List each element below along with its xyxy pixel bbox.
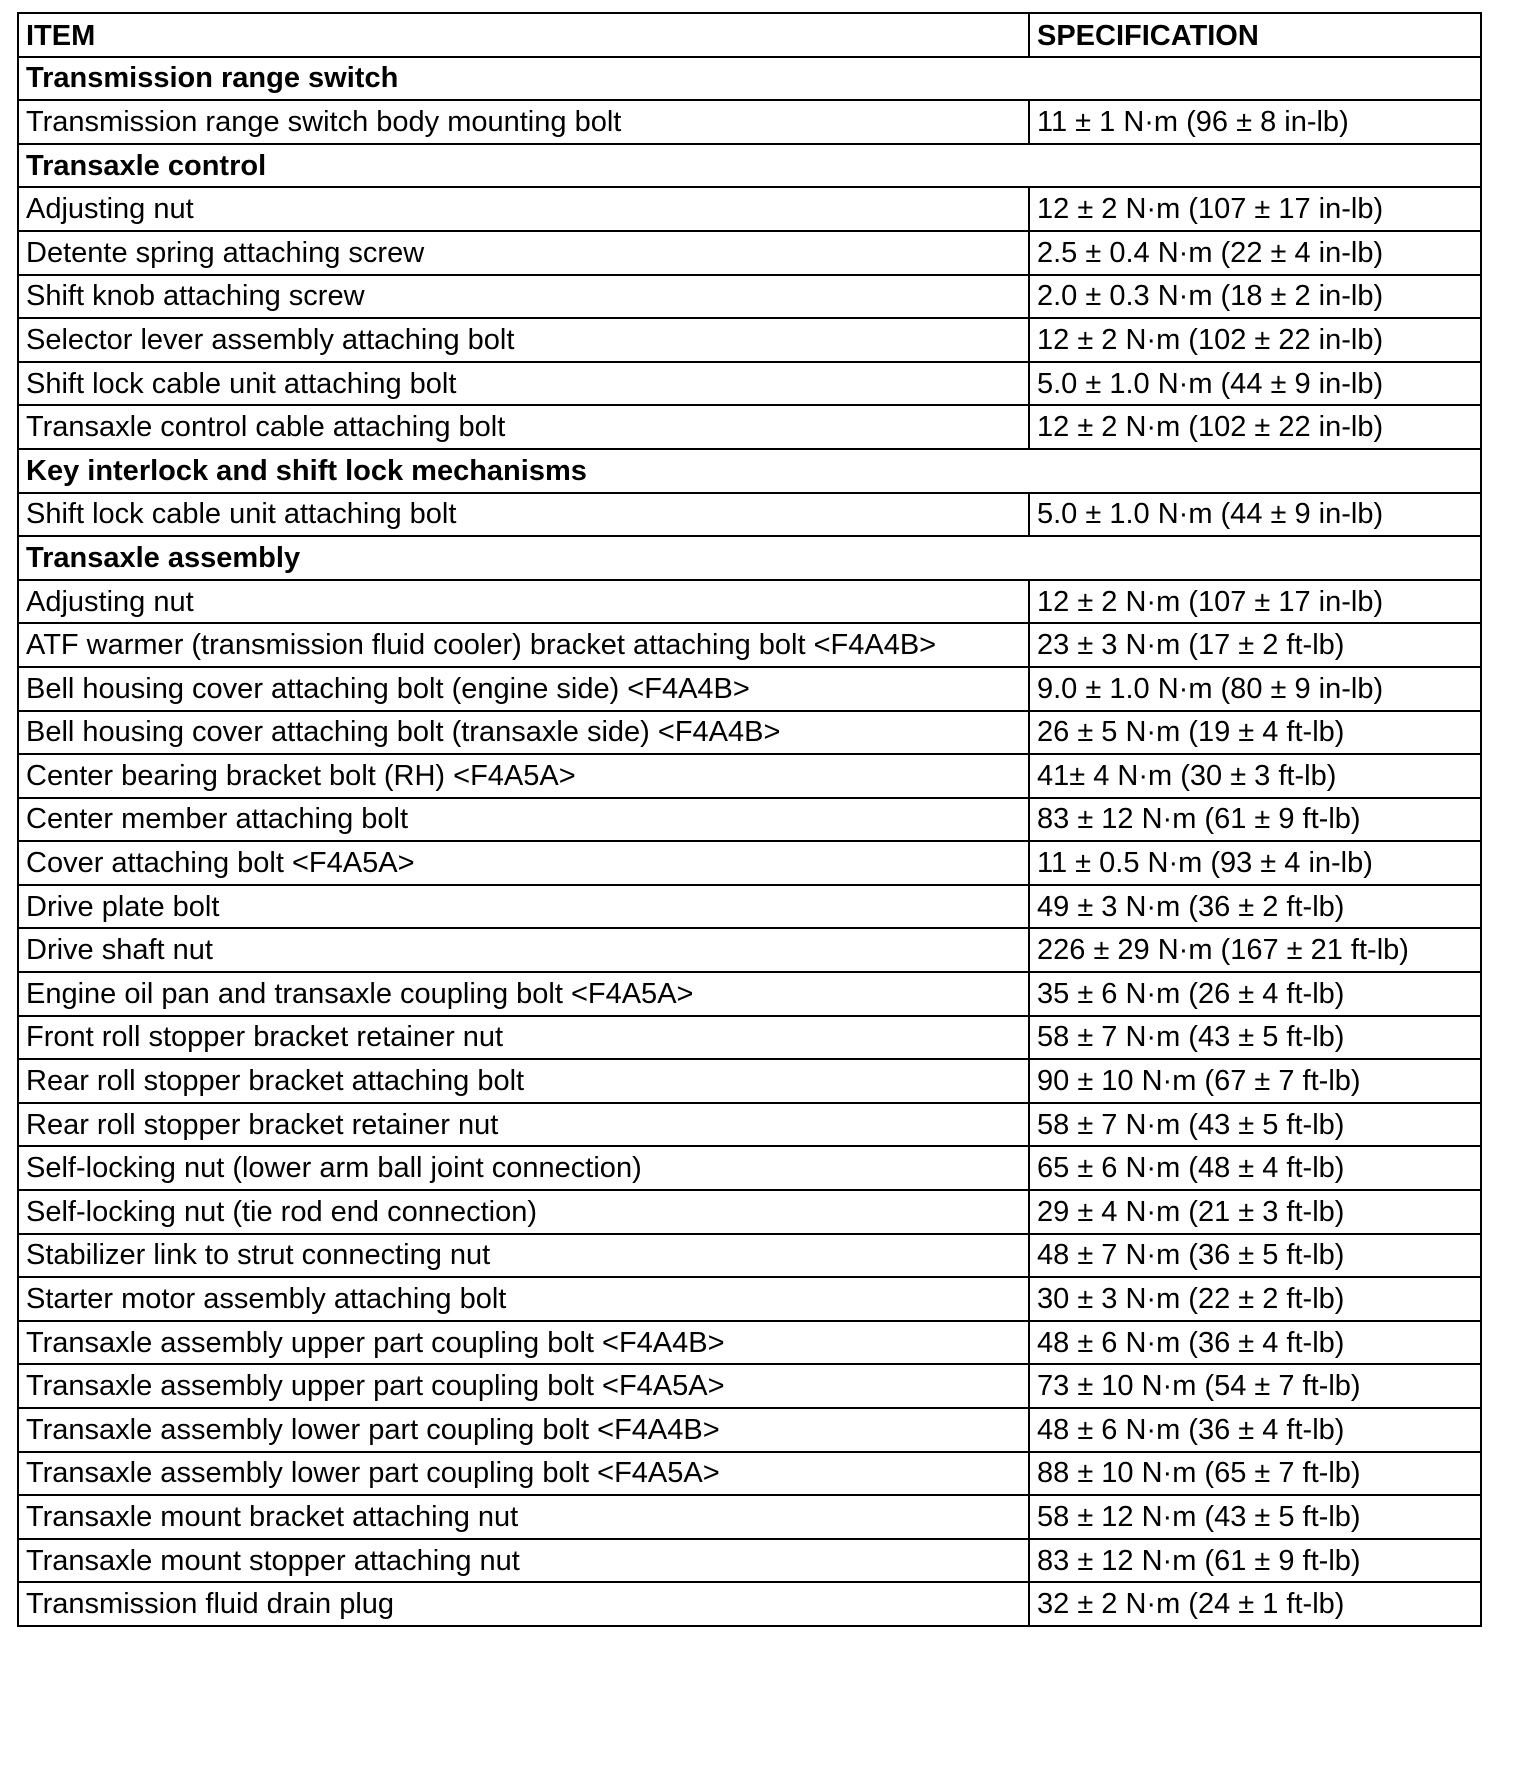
table-row xyxy=(18,405,1481,449)
table-row xyxy=(18,1277,1481,1321)
section-header-row xyxy=(18,449,1481,493)
section-title: Transmission range switch xyxy=(18,57,1481,101)
specification-cell: 35 ± 6 N·m (26 ± 4 ft-lb) xyxy=(1029,972,1481,1016)
specification-cell: 48 ± 6 N·m (36 ± 4 ft-lb) xyxy=(1029,1408,1481,1452)
item-cell: Transmission range switch body mounting bolt xyxy=(18,100,1029,144)
item-cell: Stabilizer link to strut connecting nut xyxy=(18,1234,1029,1278)
item-cell: Adjusting nut xyxy=(18,187,1029,231)
item-cell: Shift knob attaching screw xyxy=(18,275,1029,319)
table-row xyxy=(18,1059,1481,1103)
table-row xyxy=(18,1190,1481,1234)
item-cell: Adjusting nut xyxy=(18,580,1029,624)
torque-spec-table xyxy=(17,12,1482,1627)
section-title: Transaxle control xyxy=(18,144,1481,188)
specification-cell: 73 ± 10 N·m (54 ± 7 ft-lb) xyxy=(1029,1364,1481,1408)
specification-cell: 226 ± 29 N·m (167 ± 21 ft-lb) xyxy=(1029,928,1481,972)
item-cell: Rear roll stopper bracket attaching bolt xyxy=(18,1059,1029,1103)
item-cell: Rear roll stopper bracket retainer nut xyxy=(18,1103,1029,1147)
specification-cell: 83 ± 12 N·m (61 ± 9 ft-lb) xyxy=(1029,1539,1481,1583)
table-row xyxy=(18,1539,1481,1583)
specification-cell: 48 ± 7 N·m (36 ± 5 ft-lb) xyxy=(1029,1234,1481,1278)
section-title: Transaxle assembly xyxy=(18,536,1481,580)
item-cell: Self-locking nut (tie rod end connection) xyxy=(18,1190,1029,1234)
table-row xyxy=(18,231,1481,275)
item-cell: Bell housing cover attaching bolt (transaxle side) <F4A4B> xyxy=(18,711,1029,755)
item-cell: Self-locking nut (lower arm ball joint connection) xyxy=(18,1146,1029,1190)
table-row xyxy=(18,1321,1481,1365)
table-row xyxy=(18,667,1481,711)
table-row xyxy=(18,318,1481,362)
table-row xyxy=(18,623,1481,667)
section-header-row xyxy=(18,57,1481,101)
table-body xyxy=(18,57,1481,1626)
table-row xyxy=(18,1495,1481,1539)
table-row xyxy=(18,1103,1481,1147)
item-cell: Transaxle assembly lower part coupling bolt <F4A4B> xyxy=(18,1408,1029,1452)
specification-cell: 58 ± 7 N·m (43 ± 5 ft-lb) xyxy=(1029,1103,1481,1147)
item-cell: Center bearing bracket bolt (RH) <F4A5A> xyxy=(18,754,1029,798)
table-row xyxy=(18,1146,1481,1190)
table-row xyxy=(18,885,1481,929)
specification-cell: 9.0 ± 1.0 N·m (80 ± 9 in-lb) xyxy=(1029,667,1481,711)
item-cell: Transaxle mount stopper attaching nut xyxy=(18,1539,1029,1583)
item-cell: Detente spring attaching screw xyxy=(18,231,1029,275)
specification-cell: 5.0 ± 1.0 N·m (44 ± 9 in-lb) xyxy=(1029,493,1481,537)
specification-cell: 30 ± 3 N·m (22 ± 2 ft-lb) xyxy=(1029,1277,1481,1321)
specification-cell: 12 ± 2 N·m (107 ± 17 in-lb) xyxy=(1029,187,1481,231)
table-row xyxy=(18,187,1481,231)
table-row xyxy=(18,493,1481,537)
table-header-row xyxy=(18,13,1481,57)
item-cell: Bell housing cover attaching bolt (engine side) <F4A4B> xyxy=(18,667,1029,711)
item-cell: Cover attaching bolt <F4A5A> xyxy=(18,841,1029,885)
table-row xyxy=(18,1234,1481,1278)
specification-cell: 11 ± 1 N·m (96 ± 8 in-lb) xyxy=(1029,100,1481,144)
item-cell: Transaxle control cable attaching bolt xyxy=(18,405,1029,449)
item-cell: Selector lever assembly attaching bolt xyxy=(18,318,1029,362)
item-cell: Drive plate bolt xyxy=(18,885,1029,929)
specification-cell: 11 ± 0.5 N·m (93 ± 4 in-lb) xyxy=(1029,841,1481,885)
specification-cell: 58 ± 12 N·m (43 ± 5 ft-lb) xyxy=(1029,1495,1481,1539)
table-row xyxy=(18,362,1481,406)
specification-cell: 58 ± 7 N·m (43 ± 5 ft-lb) xyxy=(1029,1016,1481,1060)
specification-cell: 5.0 ± 1.0 N·m (44 ± 9 in-lb) xyxy=(1029,362,1481,406)
specification-cell: 2.0 ± 0.3 N·m (18 ± 2 in-lb) xyxy=(1029,275,1481,319)
specification-cell: 41± 4 N·m (30 ± 3 ft-lb) xyxy=(1029,754,1481,798)
table-row xyxy=(18,928,1481,972)
table-row xyxy=(18,275,1481,319)
item-cell: Front roll stopper bracket retainer nut xyxy=(18,1016,1029,1060)
item-cell: Transmission fluid drain plug xyxy=(18,1582,1029,1626)
section-header-row xyxy=(18,536,1481,580)
item-cell: Shift lock cable unit attaching bolt xyxy=(18,493,1029,537)
item-cell: Starter motor assembly attaching bolt xyxy=(18,1277,1029,1321)
specification-cell: 12 ± 2 N·m (102 ± 22 in-lb) xyxy=(1029,405,1481,449)
table-row xyxy=(18,841,1481,885)
specification-cell: 88 ± 10 N·m (65 ± 7 ft-lb) xyxy=(1029,1452,1481,1496)
specification-cell: 49 ± 3 N·m (36 ± 2 ft-lb) xyxy=(1029,885,1481,929)
column-header-specification: SPECIFICATION xyxy=(1029,13,1481,57)
table-row xyxy=(18,711,1481,755)
table-row xyxy=(18,798,1481,842)
item-cell: Transaxle assembly upper part coupling bolt <F4A4B> xyxy=(18,1321,1029,1365)
specification-cell: 26 ± 5 N·m (19 ± 4 ft-lb) xyxy=(1029,711,1481,755)
column-header-item: ITEM xyxy=(18,13,1029,57)
specification-cell: 90 ± 10 N·m (67 ± 7 ft-lb) xyxy=(1029,1059,1481,1103)
specification-cell: 12 ± 2 N·m (107 ± 17 in-lb) xyxy=(1029,580,1481,624)
item-cell: Transaxle mount bracket attaching nut xyxy=(18,1495,1029,1539)
table-row xyxy=(18,1452,1481,1496)
specification-cell: 12 ± 2 N·m (102 ± 22 in-lb) xyxy=(1029,318,1481,362)
table-row xyxy=(18,754,1481,798)
item-cell: Transaxle assembly upper part coupling bolt <F4A5A> xyxy=(18,1364,1029,1408)
specification-cell: 65 ± 6 N·m (48 ± 4 ft-lb) xyxy=(1029,1146,1481,1190)
specification-cell: 29 ± 4 N·m (21 ± 3 ft-lb) xyxy=(1029,1190,1481,1234)
specification-cell: 23 ± 3 N·m (17 ± 2 ft-lb) xyxy=(1029,623,1481,667)
item-cell: Center member attaching bolt xyxy=(18,798,1029,842)
table-row xyxy=(18,100,1481,144)
item-cell: Engine oil pan and transaxle coupling bolt <F4A5A> xyxy=(18,972,1029,1016)
item-cell: Shift lock cable unit attaching bolt xyxy=(18,362,1029,406)
table-row xyxy=(18,1364,1481,1408)
item-cell: ATF warmer (transmission fluid cooler) bracket attaching bolt <F4A4B> xyxy=(18,623,1029,667)
specification-cell: 2.5 ± 0.4 N·m (22 ± 4 in-lb) xyxy=(1029,231,1481,275)
table-row xyxy=(18,1016,1481,1060)
section-title: Key interlock and shift lock mechanisms xyxy=(18,449,1481,493)
specification-cell: 32 ± 2 N·m (24 ± 1 ft-lb) xyxy=(1029,1582,1481,1626)
specification-cell: 83 ± 12 N·m (61 ± 9 ft-lb) xyxy=(1029,798,1481,842)
item-cell: Transaxle assembly lower part coupling bolt <F4A5A> xyxy=(18,1452,1029,1496)
table-row xyxy=(18,972,1481,1016)
item-cell: Drive shaft nut xyxy=(18,928,1029,972)
section-header-row xyxy=(18,144,1481,188)
specification-cell: 48 ± 6 N·m (36 ± 4 ft-lb) xyxy=(1029,1321,1481,1365)
table-row xyxy=(18,580,1481,624)
table-row xyxy=(18,1408,1481,1452)
table-row xyxy=(18,1582,1481,1626)
